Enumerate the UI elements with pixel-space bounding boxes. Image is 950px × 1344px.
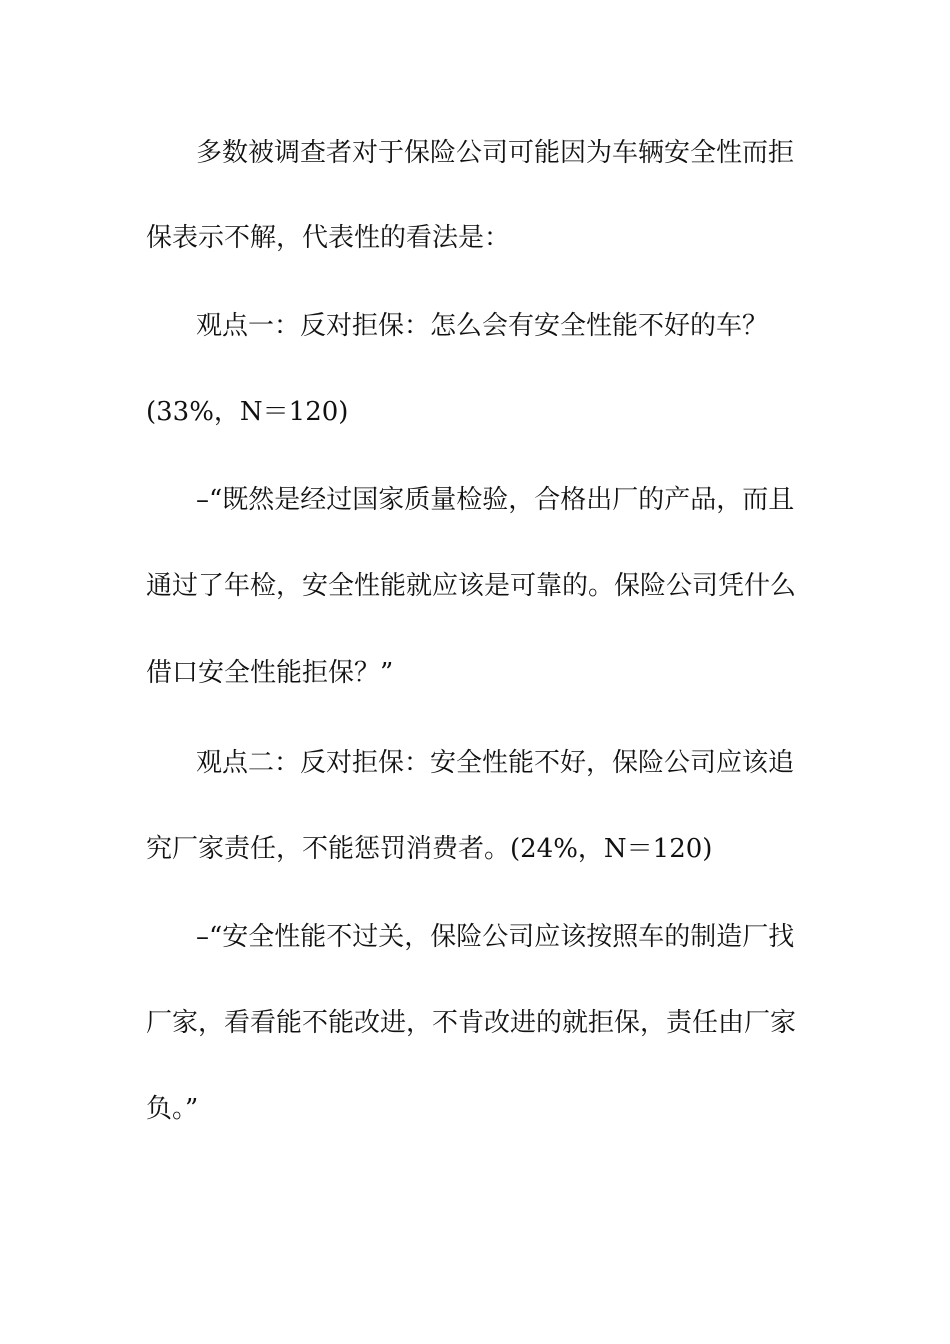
paragraph-intro-line-2: 保表示不解，代表性的看法是： <box>146 223 511 253</box>
paragraph-intro-line-1: 多数被调查者对于保险公司可能因为车辆安全性而拒 <box>196 138 795 168</box>
quote-one-line-2: 通过了年检，安全性能就应该是可靠的。保险公司凭什么 <box>146 571 797 601</box>
quote-two-line-3: 负。” <box>146 1094 199 1124</box>
viewpoint-two-line-1: 观点二：反对拒保：安全性能不好，保险公司应该追 <box>196 748 795 778</box>
viewpoint-one-line-1: 观点一：反对拒保：怎么会有安全性能不好的车？ <box>196 311 769 341</box>
quote-one-line-1: –“既然是经过国家质量检验，合格出厂的产品，而且 <box>196 485 795 515</box>
viewpoint-two-line-2: 究厂家责任，不能惩罚消费者。(24%，N＝120) <box>146 834 713 864</box>
quote-one-line-3: 借口安全性能拒保？” <box>146 658 394 688</box>
quote-two-line-2: 厂家，看看能不能改进，不肯改进的就拒保，责任由厂家 <box>146 1008 797 1038</box>
quote-two-line-1: –“安全性能不过关，保险公司应该按照车的制造厂找 <box>196 922 795 952</box>
viewpoint-one-line-2: (33%，N＝120) <box>146 397 349 427</box>
